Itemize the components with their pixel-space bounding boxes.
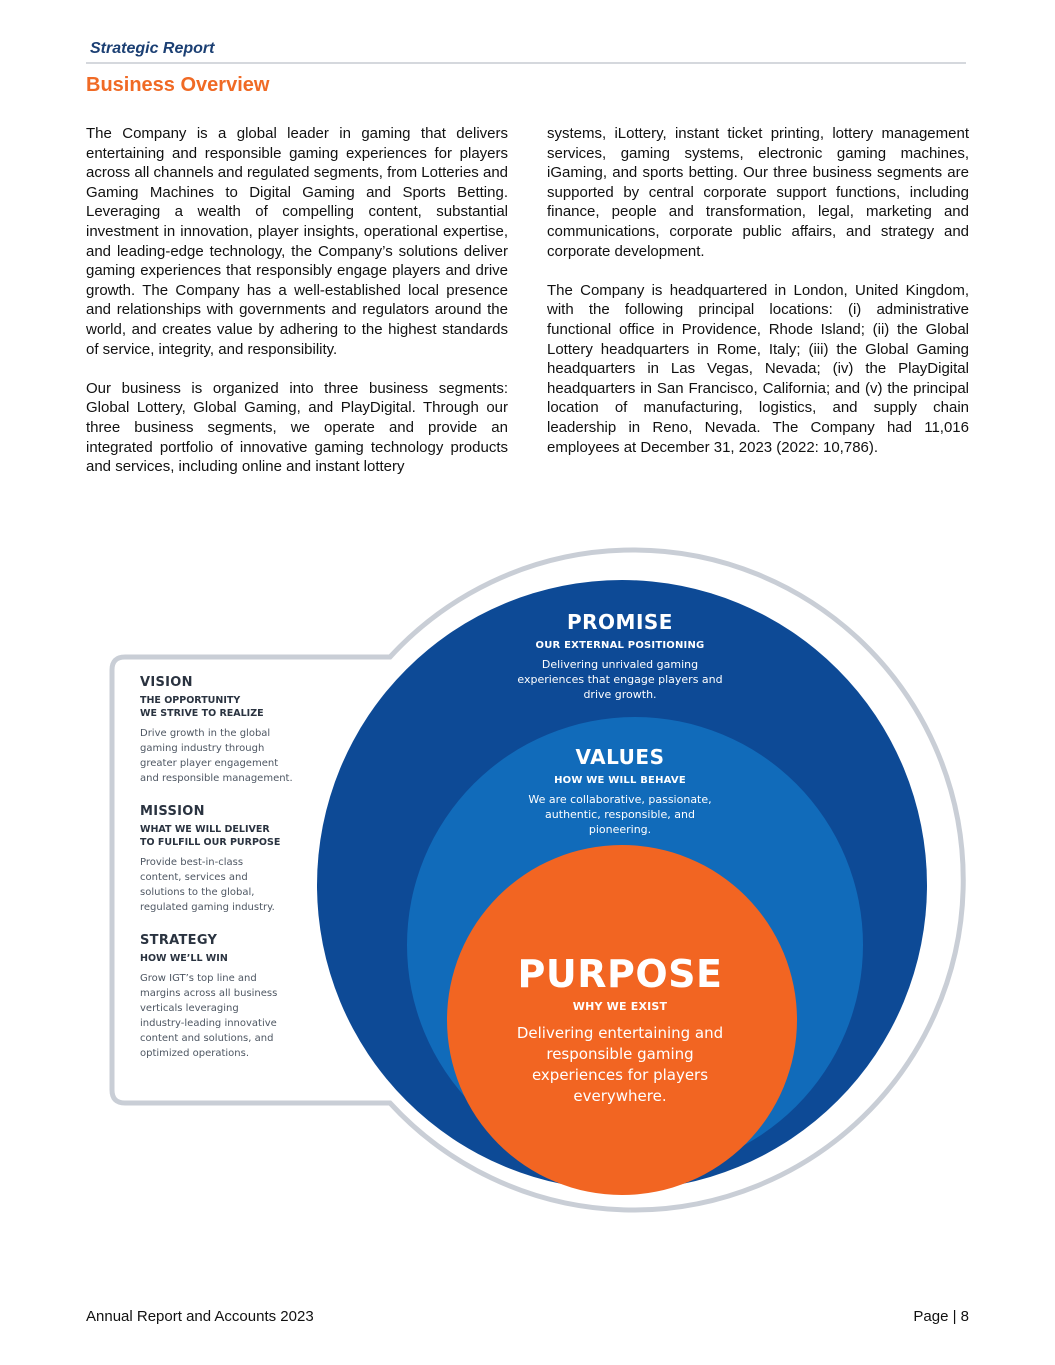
vision-subtitle: THE OPPORTUNITY WE STRIVE TO REALIZE [140, 695, 264, 719]
values-block [470, 745, 770, 837]
strategy-body: Grow IGT’s top line and margins across all business verticals leveraging industry-leading innovative content and solutions, and optimized operations. [140, 973, 278, 1059]
promise-title: PROMISE [567, 610, 673, 634]
promise-subtitle: OUR EXTERNAL POSITIONING [535, 640, 705, 651]
mission-block [140, 804, 320, 915]
mission-body: Provide best-in-class content, services and solutions to the global, regulated gaming industry. [140, 857, 275, 913]
section-label: Strategic Report [90, 40, 215, 57]
paragraph-company-overview: The Company is a global leader in gaming that delivers entertaining and responsible gaming experiences for players across all channels and regulated segments, from Lotteries and Gaming Machines to Digital Gaming and Sports Betting. Leveraging a wealth of compelling content, substantial investment in innovation, player insights, operational expertise, and leading-edge technology, the Company’s solutions deliver gaming experiences that responsibly engage players and drive growth. The Company has a well-established local presence and relationships with governments and regulators around the world, and creates value by adhering to the highest standards of service, integrity, and responsibility. [86, 125, 508, 358]
values-subtitle: HOW WE WILL BEHAVE [554, 775, 686, 786]
promise-body: Delivering unrivaled gaming experiences that engage players and drive growth. [517, 658, 723, 701]
header-rule [86, 62, 966, 64]
side-panel [140, 675, 320, 1079]
vision-title: VISION [140, 675, 193, 690]
vision-body: Drive growth in the global gaming industry through greater player engagement and responsible management. [140, 728, 293, 784]
mission-subtitle: WHAT WE WILL DELIVER TO FULFILL OUR PURPOSE [140, 824, 281, 848]
purpose-subtitle: WHY WE EXIST [572, 1000, 668, 1013]
values-body: We are collaborative, passionate, authentic, responsible, and pioneering. [528, 793, 712, 836]
vision-block [140, 675, 320, 786]
promise-block [470, 610, 770, 702]
left-column [86, 124, 508, 496]
mission-title: MISSION [140, 804, 205, 819]
strategy-title: STRATEGY [140, 933, 218, 948]
values-title: VALUES [575, 745, 665, 769]
paragraph-business-segments: Our business is organized into three business segments: Global Lottery, Global Gaming, and PlayDigital. Through our three business segments, we operate and provide an integrated portfolio of innovative gaming technology products and services, including online and instant lottery [86, 379, 508, 476]
strategy-subtitle: HOW WE’LL WIN [140, 953, 228, 964]
purpose-block [455, 952, 785, 1107]
purpose-title: PURPOSE [517, 952, 723, 996]
footer-page-number: Page | 8 [913, 1308, 969, 1325]
right-column [547, 124, 969, 477]
paragraph-headquarters: The Company is headquartered in London, United Kingdom, with the following principal locations: (i) administrative functional office in Providence, Rhode Island; (ii) the Global Lottery headquarters in Rome, Italy; (iii) the Global Gaming headquarters in Las Vegas, Nevada; (iv) the PlayDigital headquarters in San Francisco, California; and (v) the principal location of manufacturing, logistics, and supply chain leadership in Reno, Nevada. The Company had 11,016 employees at December 31, 2023 (2022: 10,786). [547, 281, 969, 456]
footer-report-title: Annual Report and Accounts 2023 [86, 1308, 314, 1325]
paragraph-segment-support: systems, iLottery, instant ticket printing, lottery management services, gaming systems, electronic gaming machines, iGaming, and sports betting. Our three business segments are supported by central corporate support functions, including finance, people and transformation, legal, marketing and communications, corporate public affairs, and strategy and corporate development. [547, 125, 969, 260]
strategy-block [140, 933, 320, 1061]
page-title: Business Overview [86, 74, 270, 96]
purpose-body: Delivering entertaining and responsible gaming experiences for players everywhere. [516, 1024, 724, 1105]
purpose-diagram [0, 540, 1055, 1240]
